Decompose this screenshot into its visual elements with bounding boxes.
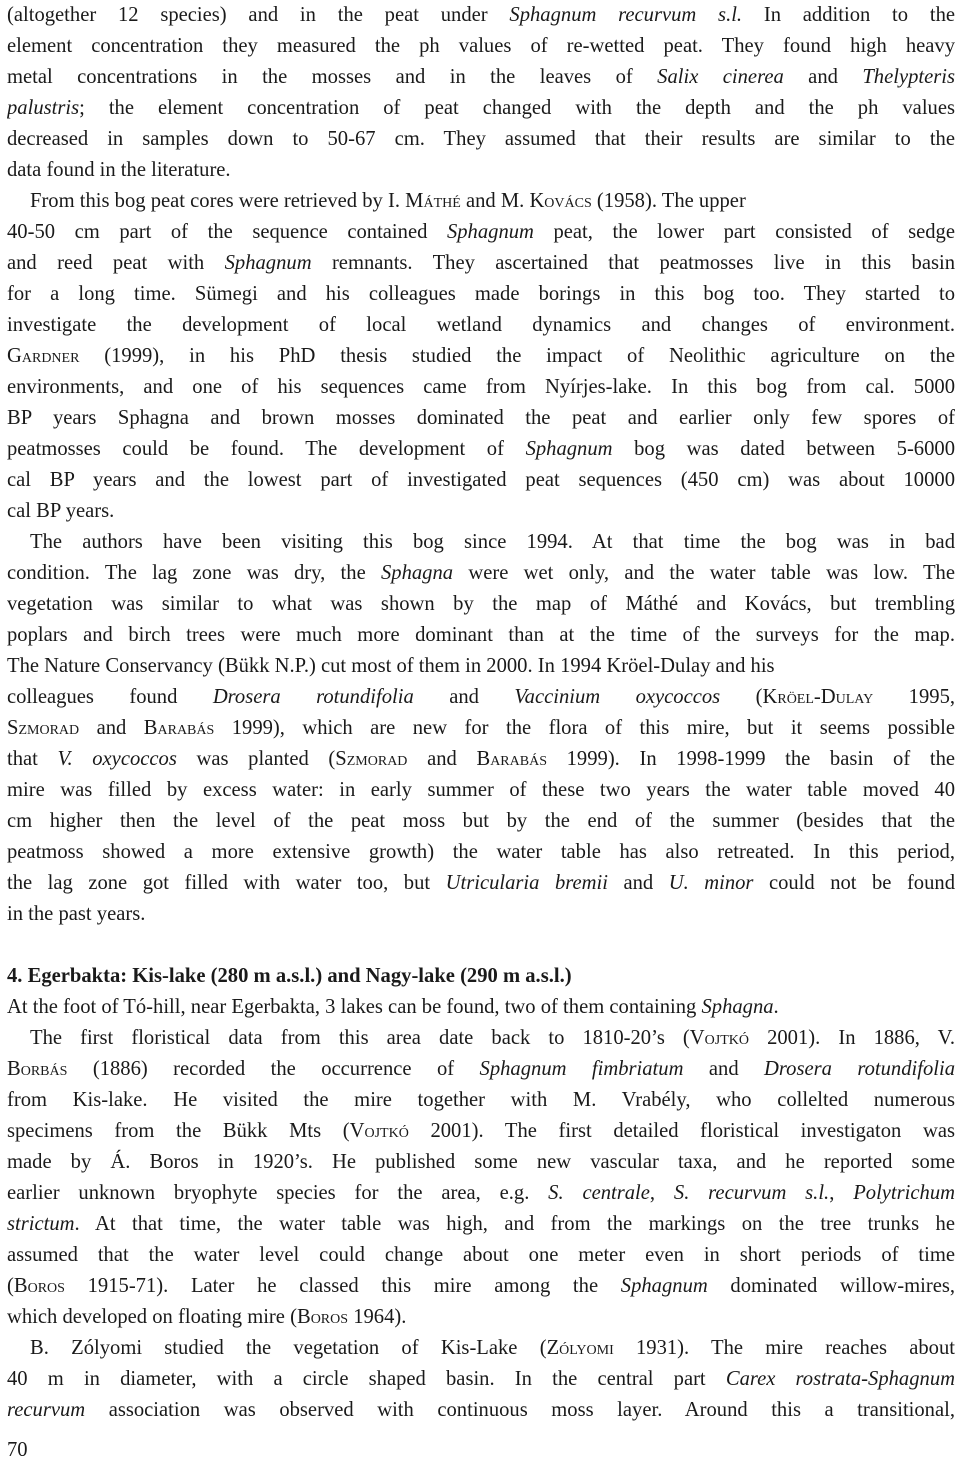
text-run: peatmoss showed a more extensive growth) the water table has also retreated. In this period, bbox=[7, 841, 955, 863]
italic-text: Sphagnum fimbriatum bbox=[479, 1058, 684, 1080]
text-line bbox=[30, 186, 955, 217]
text-run: and bbox=[683, 1058, 765, 1080]
text-run: and bbox=[783, 66, 863, 88]
text-run: ; the element concentration of peat changed with the depth and the ph values bbox=[79, 97, 955, 119]
small-caps-name: Vojtkó bbox=[349, 1120, 409, 1142]
text-run: cal BP years and the lowest part of investigated peat sequences (450 cm) was about 10000 bbox=[7, 469, 955, 491]
text-line bbox=[30, 527, 955, 558]
text-run: the lag zone got filled with water too, but bbox=[7, 872, 446, 894]
text-run: from Kis-lake. He visited the mire together with M. Vrabély, who collelted numerous bbox=[7, 1089, 955, 1111]
italic-text: Carex rostrata-Sphagnum bbox=[725, 1368, 955, 1390]
text-line bbox=[7, 899, 955, 930]
text-run: cm higher then the level of the peat moss but by the end of the summer (besides that the bbox=[7, 810, 955, 832]
text-line bbox=[7, 1116, 955, 1147]
text-line bbox=[30, 1023, 955, 1054]
text-run: . bbox=[773, 996, 779, 1018]
text-run: and reed peat with bbox=[7, 252, 225, 274]
text-line bbox=[7, 372, 955, 403]
italic-text: U. minor bbox=[668, 872, 754, 894]
text-run: The authors have been visiting this bog since 1994. At that time the bog was in bad bbox=[30, 531, 955, 553]
text-run: assumed that the water level could change about one meter even in short periods of time bbox=[7, 1244, 955, 1266]
text-line bbox=[7, 806, 955, 837]
text-line bbox=[7, 248, 955, 279]
text-run: dominated willow-mires, bbox=[707, 1275, 955, 1297]
small-caps-name: Barabás bbox=[143, 717, 215, 739]
text-run: The first floristical data from this area date back to 1810-20’s ( bbox=[30, 1027, 690, 1049]
text-line bbox=[7, 868, 955, 899]
text-run: vegetation was similar to what was shown by the map of Máthé and Kovács, but trembling bbox=[7, 593, 955, 615]
text-run: and bbox=[413, 686, 515, 708]
small-caps-name: Máthé bbox=[405, 190, 461, 212]
text-run: colleagues found bbox=[7, 686, 213, 708]
small-caps-name: Vojtkó bbox=[689, 1027, 749, 1049]
text-run: From this bog peat cores were retrieved by I. bbox=[30, 190, 406, 212]
text-line bbox=[7, 1209, 955, 1240]
text-run: that bbox=[7, 748, 58, 770]
text-run: 1964). bbox=[348, 1306, 407, 1328]
text-run: bog was dated between 5-6000 bbox=[612, 438, 955, 460]
text-run: condition. The lag zone was dry, the bbox=[7, 562, 381, 584]
text-line bbox=[7, 0, 955, 31]
text-run: earlier unknown bryophyte species for the area, e.g. bbox=[7, 1182, 549, 1204]
text-run: 40-50 cm part of the sequence contained bbox=[7, 221, 447, 243]
text-run: environments, and one of his sequences came from Nyírjes-lake. In this bog from cal. 5000 bbox=[7, 376, 955, 398]
text-run: At the foot of Tó-hill, near Egerbakta, 3 lakes can be found, two of them containing bbox=[7, 996, 702, 1018]
text-line bbox=[7, 992, 955, 1023]
small-caps-name: Boros bbox=[296, 1306, 349, 1328]
text-line bbox=[7, 1240, 955, 1271]
text-line bbox=[7, 124, 955, 155]
italic-text: Sphagnum bbox=[446, 221, 534, 243]
text-run: cal BP years. bbox=[7, 500, 115, 522]
small-caps-name: Gardner bbox=[7, 345, 80, 367]
text-line bbox=[7, 217, 955, 248]
text-run: (1886) recorded the occurrence of bbox=[67, 1058, 480, 1080]
text-line bbox=[7, 93, 955, 124]
text-run: was planted ( bbox=[176, 748, 336, 770]
text-run: remnants. They ascertained that peatmosses live in this basin bbox=[311, 252, 955, 274]
small-caps-name: Zólyomi bbox=[546, 1337, 614, 1359]
italic-text: Sphagnum bbox=[620, 1275, 708, 1297]
text-line bbox=[7, 682, 955, 713]
text-line bbox=[7, 1147, 955, 1178]
section-heading bbox=[7, 961, 955, 992]
text-run: decreased in samples down to 50-67 cm. They assumed that their results are similar to the bbox=[7, 128, 955, 150]
small-caps-name: Szmorad bbox=[7, 717, 80, 739]
small-caps-name: Kovács bbox=[529, 190, 592, 212]
text-run: peat, the lower part consisted of sedge bbox=[533, 221, 955, 243]
text-run: and bbox=[607, 872, 669, 894]
italic-text: Thelypteris bbox=[862, 66, 955, 88]
text-run: 1995, bbox=[873, 686, 955, 708]
text-run: and bbox=[79, 717, 144, 739]
text-run: 1999), which are new for the flora of this mire, but it seems possible bbox=[214, 717, 955, 739]
text-run: metal concentrations in the mosses and in the leaves of bbox=[7, 66, 658, 88]
text-line bbox=[7, 1054, 955, 1085]
text-run: 2001). The first detailed floristical investigaton was bbox=[408, 1120, 955, 1142]
text-line bbox=[7, 310, 955, 341]
text-line bbox=[7, 62, 955, 93]
text-line bbox=[7, 1395, 955, 1426]
text-run: 40 m in diameter, with a circle shaped basin. In the central part bbox=[7, 1368, 726, 1390]
text-run: 2001). In 1886, V. bbox=[749, 1027, 955, 1049]
italic-text: palustris bbox=[7, 97, 80, 119]
text-run: The Nature Conservancy (Bükk N.P.) cut most of them in 2000. In 1994 Kröel-Dulay and his bbox=[7, 655, 775, 677]
text-line bbox=[7, 1178, 955, 1209]
text-run: ( bbox=[7, 1275, 14, 1297]
text-line bbox=[7, 651, 955, 682]
text-line bbox=[7, 279, 955, 310]
text-run: association was observed with continuous moss layer. Around this a transitional, bbox=[85, 1399, 955, 1421]
italic-text: Sphagnum recurvum s.l. bbox=[509, 4, 743, 26]
text-run: in the past years. bbox=[7, 903, 146, 925]
small-caps-name: Borbás bbox=[7, 1058, 68, 1080]
text-line bbox=[7, 558, 955, 589]
text-line bbox=[7, 465, 955, 496]
text-run: (altogether 12 species) and in the peat under bbox=[7, 4, 510, 26]
text-run: , bbox=[829, 1182, 854, 1204]
text-line bbox=[7, 155, 955, 186]
italic-text: strictum bbox=[7, 1213, 75, 1235]
text-run: ( bbox=[720, 686, 763, 708]
italic-text: V. oxycoccos bbox=[57, 748, 177, 770]
italic-text: Drosera rotundifolia bbox=[764, 1058, 955, 1080]
italic-text: recurvum bbox=[7, 1399, 86, 1421]
italic-text: Sphagna bbox=[701, 996, 774, 1018]
text-line bbox=[7, 744, 955, 775]
text-run: BP years Sphagna and brown mosses dominated the peat and earlier only few spores of bbox=[7, 407, 955, 429]
text-run: were wet only, and the water table was low. The bbox=[453, 562, 955, 584]
text-run: , bbox=[649, 1182, 674, 1204]
text-line bbox=[30, 1333, 955, 1364]
text-line bbox=[7, 837, 955, 868]
text-run: investigate the development of local wetland dynamics and changes of environment. bbox=[7, 314, 955, 336]
text-run: B. Zólyomi studied the vegetation of Kis-Lake ( bbox=[30, 1337, 547, 1359]
text-line bbox=[7, 403, 955, 434]
italic-text: Sphagnum bbox=[224, 252, 312, 274]
text-run: mire was filled by excess water: in early summer of these two years the water table moved 40 bbox=[7, 779, 955, 801]
page-number: 70 bbox=[7, 1439, 28, 1461]
italic-text: S. recurvum s.l. bbox=[673, 1182, 830, 1204]
text-line bbox=[7, 620, 955, 651]
text-run: element concentration they measured the ph values of re-wetted peat. They found high heavy bbox=[7, 35, 955, 57]
italic-text: Drosera rotundifolia bbox=[212, 686, 414, 708]
italic-text: Vaccinium oxycoccos bbox=[514, 686, 721, 708]
text-run: . At that time, the water table was high, and from the markings on the tree trunks he bbox=[74, 1213, 955, 1235]
italic-text: Sphagna bbox=[380, 562, 454, 584]
italic-text: Polytrichum bbox=[853, 1182, 955, 1204]
text-run: (1999), in his PhD thesis studied the impact of Neolithic agriculture on the bbox=[79, 345, 955, 367]
text-run: poplars and birch trees were much more dominant than at the time of the surveys for the map. bbox=[7, 624, 955, 646]
text-run: for a long time. Sümegi and his colleagues made borings in this bog too. They started to bbox=[7, 283, 955, 305]
text-line bbox=[7, 31, 955, 62]
text-line bbox=[7, 434, 955, 465]
italic-text: Salix cinerea bbox=[657, 66, 784, 88]
italic-text: S. centrale bbox=[548, 1182, 650, 1204]
text-run: and bbox=[407, 748, 477, 770]
small-caps-name: Boros bbox=[13, 1275, 65, 1297]
text-run: and M. bbox=[460, 190, 530, 212]
text-run: 1999). In 1998-1999 the basin of the bbox=[546, 748, 955, 770]
text-run: which developed on floating mire ( bbox=[7, 1306, 297, 1328]
text-line bbox=[7, 1085, 955, 1116]
text-run: made by Á. Boros in 1920’s. He published some new vascular taxa, and he reported some bbox=[7, 1151, 955, 1173]
small-caps-name: Kröel-Dulay bbox=[762, 686, 874, 708]
text-line bbox=[7, 589, 955, 620]
italic-text: Sphagnum bbox=[525, 438, 613, 460]
small-caps-name: Szmorad bbox=[335, 748, 408, 770]
text-run: 1915-71). Later he classed this mire among the bbox=[64, 1275, 621, 1297]
text-run: could not be found bbox=[753, 872, 955, 894]
italic-text: Utricularia bremii bbox=[445, 872, 608, 894]
text-run: peatmosses could be found. The development of bbox=[7, 438, 526, 460]
text-run: 4. Egerbakta: Kis-lake (280 m a.s.l.) and Nagy-lake (290 m a.s.l.) bbox=[7, 965, 572, 987]
text-line bbox=[7, 1302, 955, 1333]
text-run: specimens from the Bükk Mts ( bbox=[7, 1120, 350, 1142]
small-caps-name: Barabás bbox=[476, 748, 547, 770]
text-line bbox=[7, 341, 955, 372]
text-line bbox=[7, 775, 955, 806]
text-run: In addition to the bbox=[742, 4, 955, 26]
text-line bbox=[7, 1271, 955, 1302]
text-line bbox=[7, 496, 955, 527]
text-run: (1958). The upper bbox=[591, 190, 746, 212]
text-line bbox=[7, 1364, 955, 1395]
text-run: 1931). The mire reaches about bbox=[613, 1337, 955, 1359]
text-line bbox=[7, 713, 955, 744]
text-run: data found in the literature. bbox=[7, 159, 231, 181]
